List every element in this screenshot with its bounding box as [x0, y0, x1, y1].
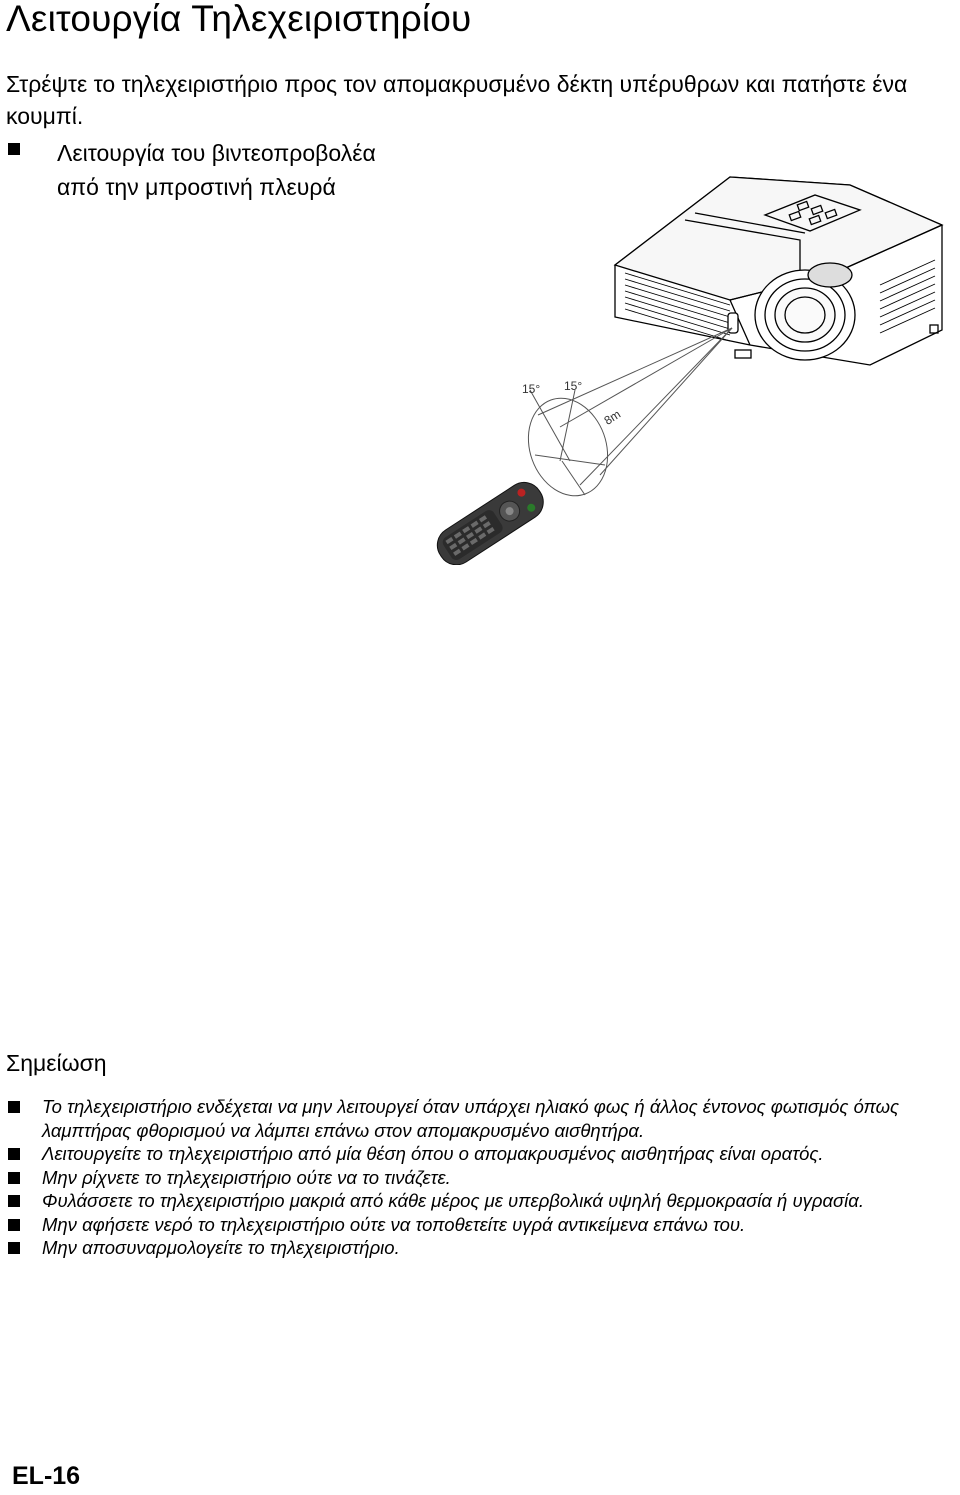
projector-remote-illustration — [430, 165, 960, 565]
note-item — [0, 1095, 952, 1142]
note-list — [0, 1095, 960, 1260]
bullet-square-icon — [8, 1219, 20, 1231]
angle-right-label: 15° — [564, 379, 583, 393]
note-text: Λειτουργείτε το τηλεχειριστήριο από μία θέση όπου ο απομακρυσμένος αισθητήρας είναι ορατός. — [42, 1143, 824, 1164]
bullet-square-icon — [8, 1195, 20, 1207]
note-text: Μην αφήσετε νερό το τηλεχειριστήριο ούτε να τοποθετείτε υγρά αντικείμενα επάνω του. — [42, 1213, 746, 1235]
bullet-square-icon — [8, 1172, 20, 1184]
note-text: Φυλάσσετε το τηλεχειριστήριο μακριά από κάθε μέρος με υπερβολικά υψηλή θερμοκρασία ή υγρασία. — [42, 1190, 864, 1211]
bullet-square-icon — [8, 1148, 20, 1160]
distance-label: 8m — [601, 407, 624, 428]
front-operation-bullet: Λειτουργία του βιντεοπροβολέα από την μπροστινή πλευρά — [57, 140, 376, 200]
note-item — [0, 1236, 952, 1260]
bullet-square-icon — [8, 1242, 20, 1254]
note-item — [0, 1166, 952, 1190]
intro-text: Στρέψτε το τηλεχειριστήριο προς τον απομακρυσμένο δέκτη υπέρυθρων και πατήστε ένα κουμπί. — [6, 71, 908, 129]
note-item — [0, 1142, 952, 1166]
remote-operation-figure — [430, 165, 960, 565]
note-item — [0, 1189, 952, 1213]
projector-illustration — [615, 177, 942, 365]
remote-control-illustration — [430, 476, 550, 565]
note-heading: Σημείωση — [6, 1050, 107, 1076]
note-text: Μην ρίχνετε το τηλεχειριστήριο ούτε να το τινάζετε. — [42, 1166, 451, 1188]
note-text: Το τηλεχειριστήριο ενδέχεται να μην λειτουργεί όταν υπάρχει ηλιακό φως ή άλλος έντονος φωτισμός όπως λαμπτήρας φθορισμού να λάμπει επάνω στον απομακρυσμένο αισθητήρα. — [42, 1096, 899, 1141]
ir-signal-lines — [515, 328, 732, 507]
bullet-square-icon — [8, 143, 20, 155]
note-text: Μην αποσυναρμολογείτε το τηλεχειριστήριο. — [42, 1237, 400, 1258]
bullet-square-icon — [8, 1101, 20, 1113]
page-title: Λειτουργία Τηλεχειριστηρίου — [6, 0, 472, 39]
angle-left-label: 15° — [522, 382, 541, 396]
note-item — [0, 1213, 952, 1237]
page-number: EL-16 — [12, 1462, 81, 1490]
